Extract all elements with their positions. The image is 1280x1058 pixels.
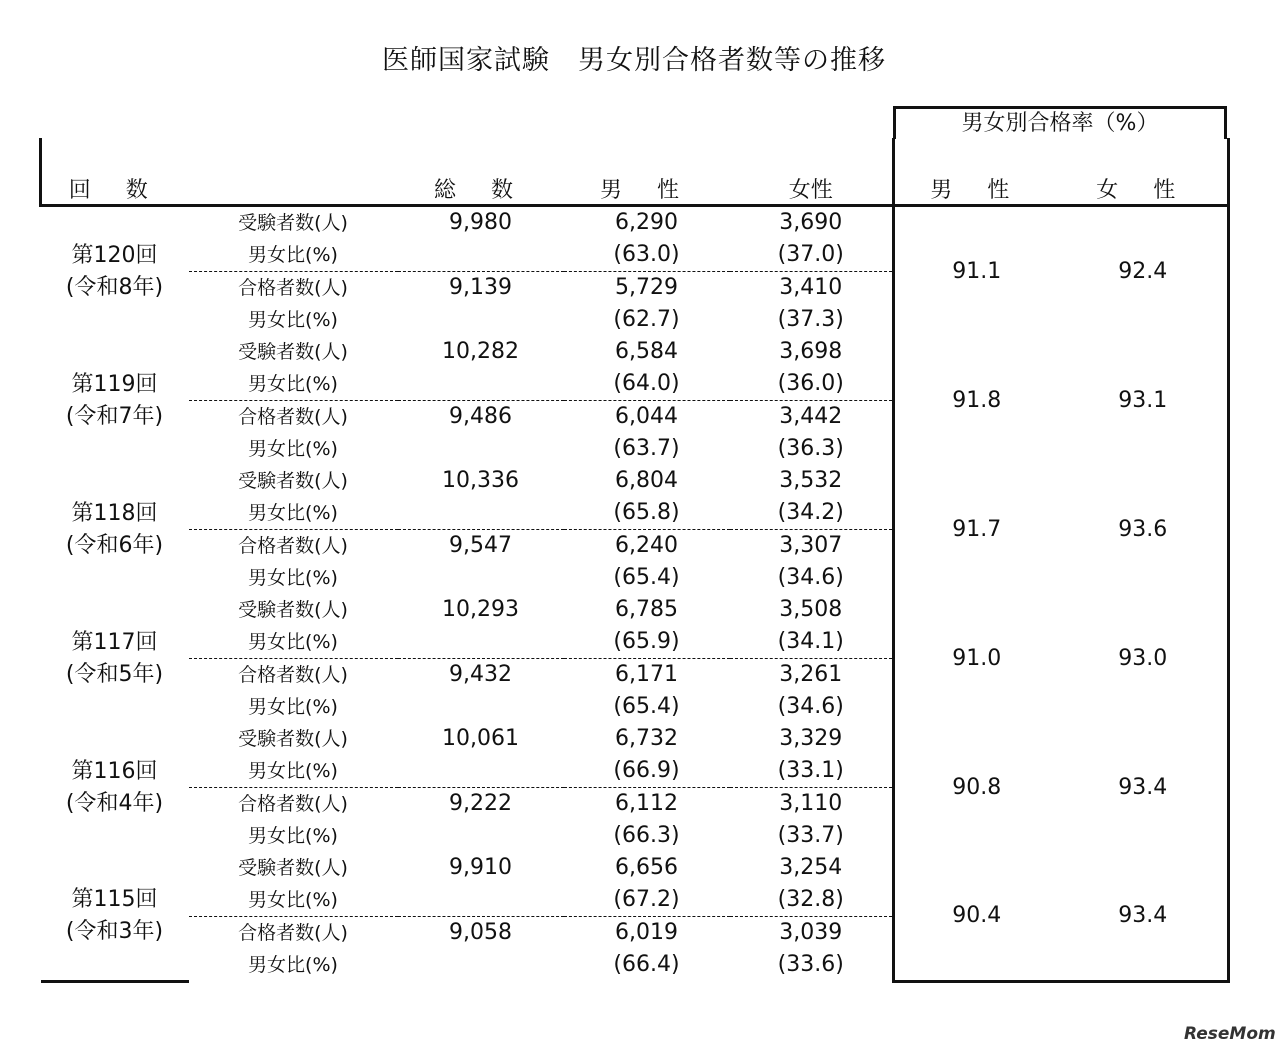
passers-female: 3,110 (33.7)	[730, 788, 894, 853]
round-row-applicants	[41, 465, 1229, 530]
passers-female: 3,410 (37.3)	[730, 272, 894, 337]
pass-rate-female: 93.4	[1059, 852, 1229, 981]
item-applicants: 受験者数(人) 男女比(%)	[238, 470, 348, 524]
pass-rate-male: 91.1	[894, 206, 1059, 337]
applicants-female: 3,532 (34.2)	[777, 468, 844, 525]
pass-rate-female: 93.6	[1059, 465, 1229, 594]
header-female: 女性	[788, 178, 833, 203]
pass-rate-female: 93.1	[1059, 336, 1229, 465]
round-era: (令和4年)	[65, 790, 164, 816]
applicants-total: 10,061	[442, 726, 519, 751]
item-applicants: 受験者数(人) 男女比(%)	[238, 728, 348, 782]
pass-rate-male: 90.8	[894, 723, 1059, 852]
passers-female: 3,442 (36.3)	[730, 401, 894, 466]
round-number: 第118回	[71, 500, 158, 526]
passers-total: 9,486	[398, 401, 564, 466]
round-number: 第119回	[71, 371, 158, 397]
applicants-female: 3,329 (33.1)	[777, 726, 844, 783]
header-rate-male: 男 性	[894, 138, 1059, 206]
item-passers: 合格者数(人) 男女比(%)	[189, 917, 398, 982]
pass-rate-male: 91.7	[894, 465, 1059, 594]
item-passers: 合格者数(人) 男女比(%)	[189, 530, 398, 595]
pass-rate-male: 90.4	[894, 852, 1059, 981]
applicants-male: 6,785 (65.9)	[613, 597, 680, 654]
item-applicants: 受験者数(人) 男女比(%)	[189, 206, 398, 272]
item-passers: 合格者数(人) 男女比(%)	[189, 401, 398, 466]
applicants-female: 3,254 (32.8)	[777, 855, 844, 912]
round-label	[41, 336, 189, 465]
header-total: 総 数	[434, 178, 527, 203]
round-era: (令和8年)	[65, 274, 164, 300]
applicants-total: 10,336	[442, 468, 519, 493]
passers-female: 3,261 (34.6)	[730, 659, 894, 724]
round-row-applicants	[41, 723, 1229, 788]
passers-total: 9,222	[398, 788, 564, 853]
passers-female: 3,039 (33.6)	[730, 917, 894, 982]
round-number: 第117回	[71, 629, 158, 655]
applicants-female: 3,690 (37.0)	[730, 206, 894, 272]
item-applicants: 受験者数(人) 男女比(%)	[238, 599, 348, 653]
applicants-total: 9,910	[449, 855, 512, 880]
pass-rate-female: 93.4	[1059, 723, 1229, 852]
round-era: (令和6年)	[65, 532, 164, 558]
passers-male: 5,729 (62.7)	[564, 272, 730, 337]
applicants-male: 6,584 (64.0)	[613, 339, 680, 396]
passers-male: 6,240 (65.4)	[564, 530, 730, 595]
pass-rate-group-header: 男女別合格率（%）	[893, 106, 1227, 139]
header-round: 回 数	[41, 138, 189, 206]
page-title: 医師国家試験 男女別合格者数等の推移	[382, 45, 886, 76]
applicants-total: 9,980	[398, 206, 564, 272]
item-passers: 合格者数(人) 男女比(%)	[189, 659, 398, 724]
applicants-female: 3,508 (34.1)	[777, 597, 844, 654]
passers-male: 6,171 (65.4)	[564, 659, 730, 724]
passers-male: 6,019 (66.4)	[564, 917, 730, 982]
passers-total: 9,139	[398, 272, 564, 337]
round-label	[41, 723, 189, 852]
round-era: (令和7年)	[65, 403, 164, 429]
applicants-total: 10,282	[442, 339, 519, 364]
pass-rate-female: 92.4	[1059, 206, 1229, 337]
applicants-male: 6,656 (67.2)	[613, 855, 680, 912]
round-label	[41, 852, 189, 981]
item-passers: 合格者数(人) 男女比(%)	[189, 788, 398, 853]
round-number: 第116回	[71, 758, 158, 784]
round-label	[41, 594, 189, 723]
round-row-applicants	[41, 852, 1229, 917]
header-row	[41, 138, 1229, 206]
round-era: (令和5年)	[65, 661, 164, 687]
round-number: 第115回	[71, 886, 158, 912]
passers-male: 6,044 (63.7)	[564, 401, 730, 466]
exam-results-table	[39, 138, 1230, 983]
round-row-applicants	[41, 336, 1229, 401]
round-label	[41, 465, 189, 594]
passers-male: 6,112 (66.3)	[564, 788, 730, 853]
passers-total: 9,058	[398, 917, 564, 982]
applicants-female: 3,698 (36.0)	[777, 339, 844, 396]
applicants-male: 6,804 (65.8)	[613, 468, 680, 525]
applicants-total: 10,293	[442, 597, 519, 622]
header-rate-female: 女 性	[1059, 138, 1229, 206]
round-era: (令和3年)	[65, 918, 164, 944]
passers-total: 9,547	[398, 530, 564, 595]
applicants-male: 6,290 (63.0)	[564, 206, 730, 272]
applicants-male: 6,732 (66.9)	[613, 726, 680, 783]
header-item	[189, 138, 398, 206]
passers-female: 3,307 (34.6)	[730, 530, 894, 595]
round-label	[41, 206, 189, 337]
item-passers: 合格者数(人) 男女比(%)	[189, 272, 398, 337]
passers-total: 9,432	[398, 659, 564, 724]
pass-rate-male: 91.8	[894, 336, 1059, 465]
round-number: 第120回	[71, 242, 158, 268]
resemom-logo: ReseMom	[1184, 1024, 1276, 1044]
header-male: 男 性	[600, 178, 693, 203]
item-applicants: 受験者数(人) 男女比(%)	[238, 341, 348, 395]
round-row-applicants	[41, 594, 1229, 659]
pass-rate-male: 91.0	[894, 594, 1059, 723]
round-row-applicants	[41, 206, 1229, 272]
pass-rate-female: 93.0	[1059, 594, 1229, 723]
item-applicants: 受験者数(人) 男女比(%)	[238, 857, 348, 911]
